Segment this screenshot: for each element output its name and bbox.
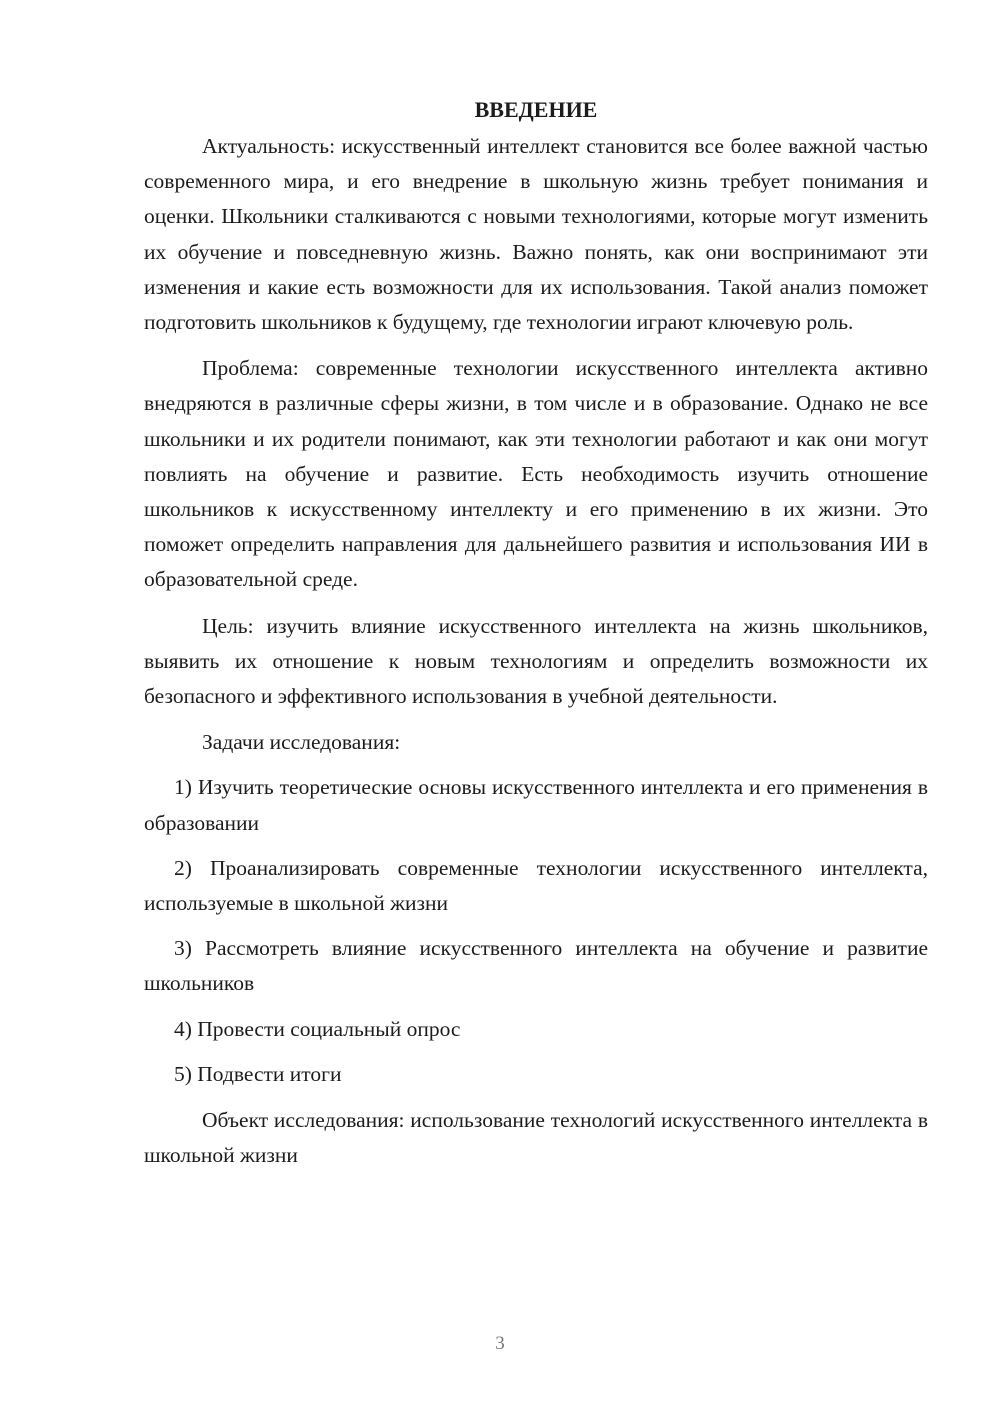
page-number: 3 — [495, 1333, 505, 1354]
task-item-4: 4) Провести социальный опрос — [174, 1016, 461, 1041]
goal-paragraph: Цель: изучить влияние искусственного интеллекта на жизнь школьников, выявить их отношение к новым технологиям и определить возможности их безопасного и эффективного использования в учебной деятельности. — [144, 613, 928, 709]
task-item-1: 1) Изучить теоретические основы искусственного интеллекта и его применения в образовании — [144, 775, 928, 835]
tasks-heading: Задачи исследования: — [202, 730, 401, 755]
document-page — [144, 92, 928, 1173]
task-item-5: 5) Подвести итоги — [174, 1061, 342, 1086]
problem-paragraph: Проблема: современные технологии искусственного интеллекта активно внедряются в различные сферы жизни, в том числе и в образование. Однако не все школьники и их родители понимают, как эти технологии работают и как они могут повлиять на обучение и развитие. Есть необходимость изучить отношение школьников к искусственному интеллекту и его применению в их жизни. Это поможет определить направления для дальнейшего развития и использования ИИ в образовательной среде. — [144, 356, 928, 592]
object-paragraph: Объект исследования: использование технологий искусственного интеллекта в школьной жизни — [144, 1108, 928, 1168]
section-title: ВВЕДЕНИЕ — [474, 97, 598, 122]
task-item-3: 3) Рассмотреть влияние искусственного интеллекта на обучение и развитие школьников — [144, 936, 928, 996]
task-item-2: 2) Проанализировать современные технологии искусственного интеллекта, используемые в школьной жизни — [144, 855, 928, 916]
relevance-paragraph: Актуальность: искусственный интеллект становится все более важной частью современного мира, и его внедрение в школьную жизнь требует понимания и оценки. Школьники сталкиваются с новыми технологиями, которые могут изменить их обучение и повседневную жизнь. Важно понять, как они воспринимают эти изменения и какие есть возможности для их использования. Такой анализ поможет подготовить школьников к будущему, где технологии играют ключевую роль. — [144, 134, 928, 335]
